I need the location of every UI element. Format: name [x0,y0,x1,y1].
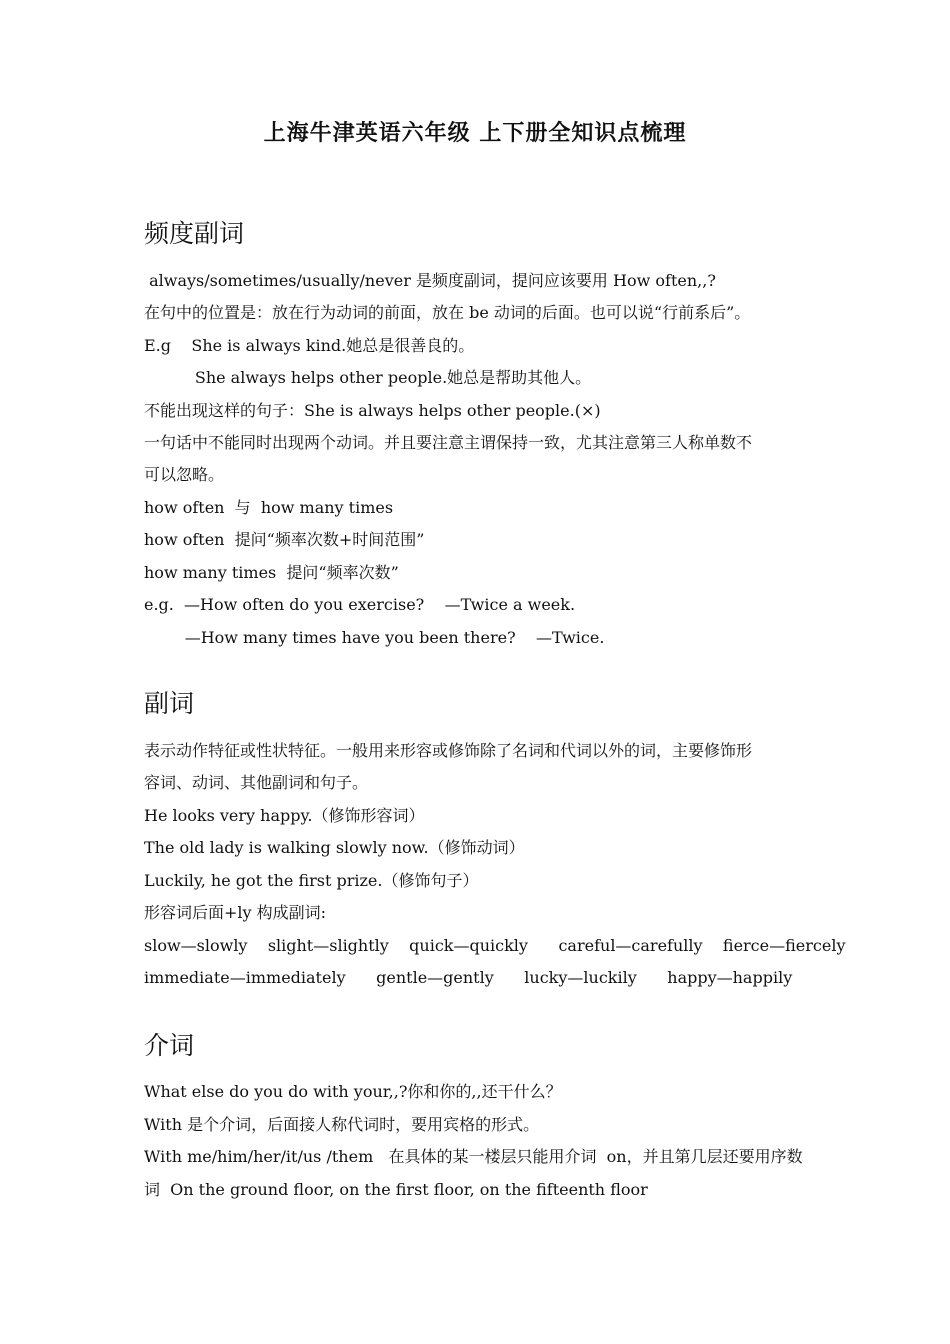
text-line: With me/him/her/it/us /them 在具体的某一楼层只能用介词 on，并且第几层还要用序数 [144,1147,803,1166]
text-line: Luckily, he got the first prize.（修饰句子） [144,871,479,890]
text-line: 形容词后面+ly 构成副词: [144,903,327,922]
text-line: how often 与 how many times [144,498,394,517]
section-heading-adverbs: 副词 [144,689,195,718]
text-line: immediate—immediately gentle—gently lucky—luckily happy—happily [144,968,793,987]
text-line: 一句话中不能同时出现两个动词。并且要注意主谓保持一致，尤其注意第三人称单数不 [144,433,753,452]
text-line: 在句中的位置是：放在行为动词的前面，放在 be 动词的后面。也可以说“行前系后”。 [144,303,751,322]
text-line: 词 On the ground floor, on the first floor, on the fifteenth floor [144,1180,648,1199]
section-heading-prepositions: 介词 [144,1031,195,1060]
section-heading-frequency-adverbs: 频度副词 [144,219,245,248]
text-line: e.g. —How often do you exercise? —Twice a week. [144,595,576,614]
text-line: 容词、动词、其他副词和句子。 [144,773,369,792]
text-line: how many times 提问“频率次数” [144,563,399,582]
text-line: 不能出现这样的句子：She is always helps other people.(×) [144,401,601,420]
text-line: She always helps other people.她总是帮助其他人。 [144,368,592,387]
text-line: The old lady is walking slowly now.（修饰动词） [144,838,525,857]
text-line: always/sometimes/usually/never 是频度副词，提问应该要用 How often,,? [144,271,716,290]
text-line: What else do you do with your,,?你和你的,,还干什么？ [144,1082,562,1101]
text-line: He looks very happy.（修饰形容词） [144,806,425,825]
text-line: E.g She is always kind.她总是很善良的。 [144,336,475,355]
text-line: —How many times have you been there? —Twice. [144,628,605,647]
text-line: 可以忽略。 [144,465,225,484]
text-line: how often 提问“频率次数+时间范围” [144,530,425,549]
text-line: With 是个介词，后面接人称代词时，要用宾格的形式。 [144,1115,540,1134]
text-line: slow—slowly slight—slightly quick—quickly careful—carefully fierce—fiercely [144,936,846,955]
text-line: 表示动作特征或性状特征。一般用来形容或修饰除了名词和代词以外的词，主要修饰形 [144,741,753,760]
page-title: 上海牛津英语六年级 上下册全知识点梳理 [263,121,687,146]
